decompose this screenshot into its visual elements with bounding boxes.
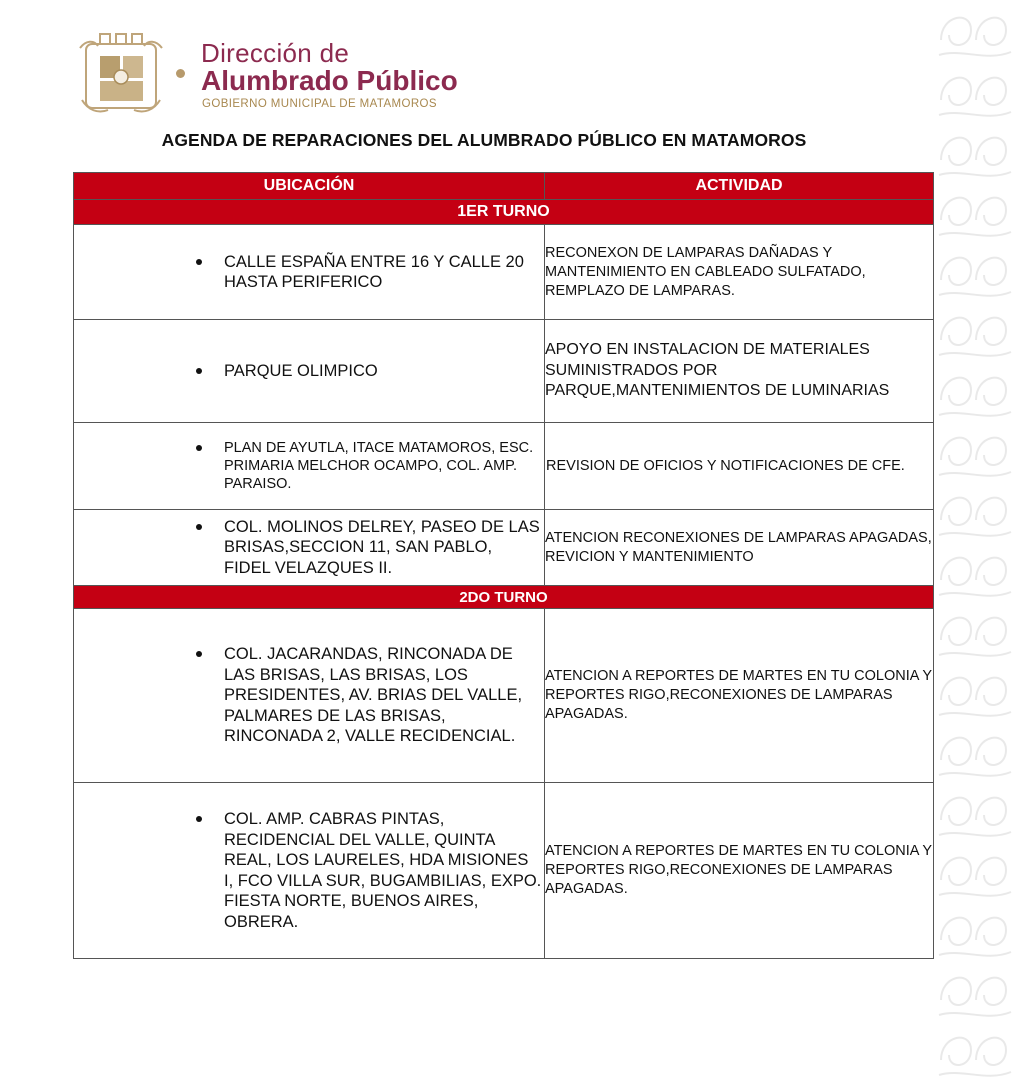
activity-cell: APOYO EN INSTALACION DE MATERIALES SUMINISTRADOS POR PARQUE,MANTENIMIENTOS DE LUMINARIAS [545,320,934,423]
table-header-row [74,173,934,200]
location-cell [74,609,545,783]
location-text: COL. JACARANDAS, RINCONADA DE LAS BRISAS, LAS BRISAS, LOS PRESIDENTES, AV. BRIAS DEL VALLE, PALMARES DE LAS BRISAS, RINCONADA 2, VALLE RECIDENCIAL. [224,645,523,746]
ornament-pattern-icon [931,0,1017,1085]
table-row [74,320,934,423]
column-header-activity: ACTIVIDAD [545,173,934,200]
location-text: COL. AMP. CABRAS PINTAS, RECIDENCIAL DEL VALLE, QUINTA REAL, LOS LAURELES, HDA MISIONES I, FCO VILLA SUR, BUGAMBILIAS, EXPO. FIESTA NORTE, BUENOS AIRES, OBRERA. [224,810,542,931]
activity-cell: RECONEXON DE LAMPARAS DAÑADAS Y MANTENIMIENTO EN CABLEADO SULFATADO, REMPLAZO DE LAMPARAS. [545,225,934,320]
turn-header-row [74,586,934,609]
table-row [74,783,934,959]
location-cell [74,510,545,586]
location-cell [74,423,545,510]
brand-dot-icon [176,69,185,78]
location-text: CALLE ESPAÑA ENTRE 16 Y CALLE 20 HASTA PERIFERICO [224,252,524,291]
table-row [74,510,934,586]
location-cell [74,320,545,423]
table-row [74,225,934,320]
location-text: PARQUE OLIMPICO [224,361,378,380]
location-text: PLAN DE AYUTLA, ITACE MATAMOROS, ESC. PRIMARIA MELCHOR OCAMPO, COL. AMP. PARAISO. [224,440,534,492]
repair-agenda-table [73,172,934,959]
location-cell [74,783,545,959]
decorative-watermark [931,0,1017,1085]
activity-cell: ATENCION RECONEXIONES DE LAMPARAS APAGADAS, REVICION Y MANTENIMIENTO [545,510,934,586]
table-row [74,609,934,783]
turn-label: 2DO TURNO [74,586,934,609]
brand-directorate-prefix: Dirección de [201,38,350,68]
turn-header-row [74,200,934,225]
location-text: COL. MOLINOS DELREY, PASEO DE LAS BRISAS,SECCION 11, SAN PABLO, FIDEL VELAZQUES II. [224,517,540,577]
column-header-location: UBICACIÓN [74,173,545,200]
activity-cell: ATENCION A REPORTES DE MARTES EN TU COLONIA Y REPORTES RIGO,RECONEXIONES DE LAMPARAS APAGADAS. [545,783,934,959]
brand-directorate-name: Alumbrado Público [201,65,458,96]
table-row [74,423,934,510]
activity-cell: ATENCION A REPORTES DE MARTES EN TU COLONIA Y REPORTES RIGO,RECONEXIONES DE LAMPARAS APAGADAS. [545,609,934,783]
document-title: AGENDA DE REPARACIONES DEL ALUMBRADO PÚBLICO EN MATAMOROS [161,130,807,150]
municipal-seal-logo [78,30,164,116]
turn-label: 1ER TURNO [74,200,934,225]
brand-government: GOBIERNO MUNICIPAL DE MATAMOROS [202,98,437,110]
location-cell [74,225,545,320]
activity-cell: REVISION DE OFICIOS Y NOTIFICACIONES DE CFE. [545,423,934,510]
